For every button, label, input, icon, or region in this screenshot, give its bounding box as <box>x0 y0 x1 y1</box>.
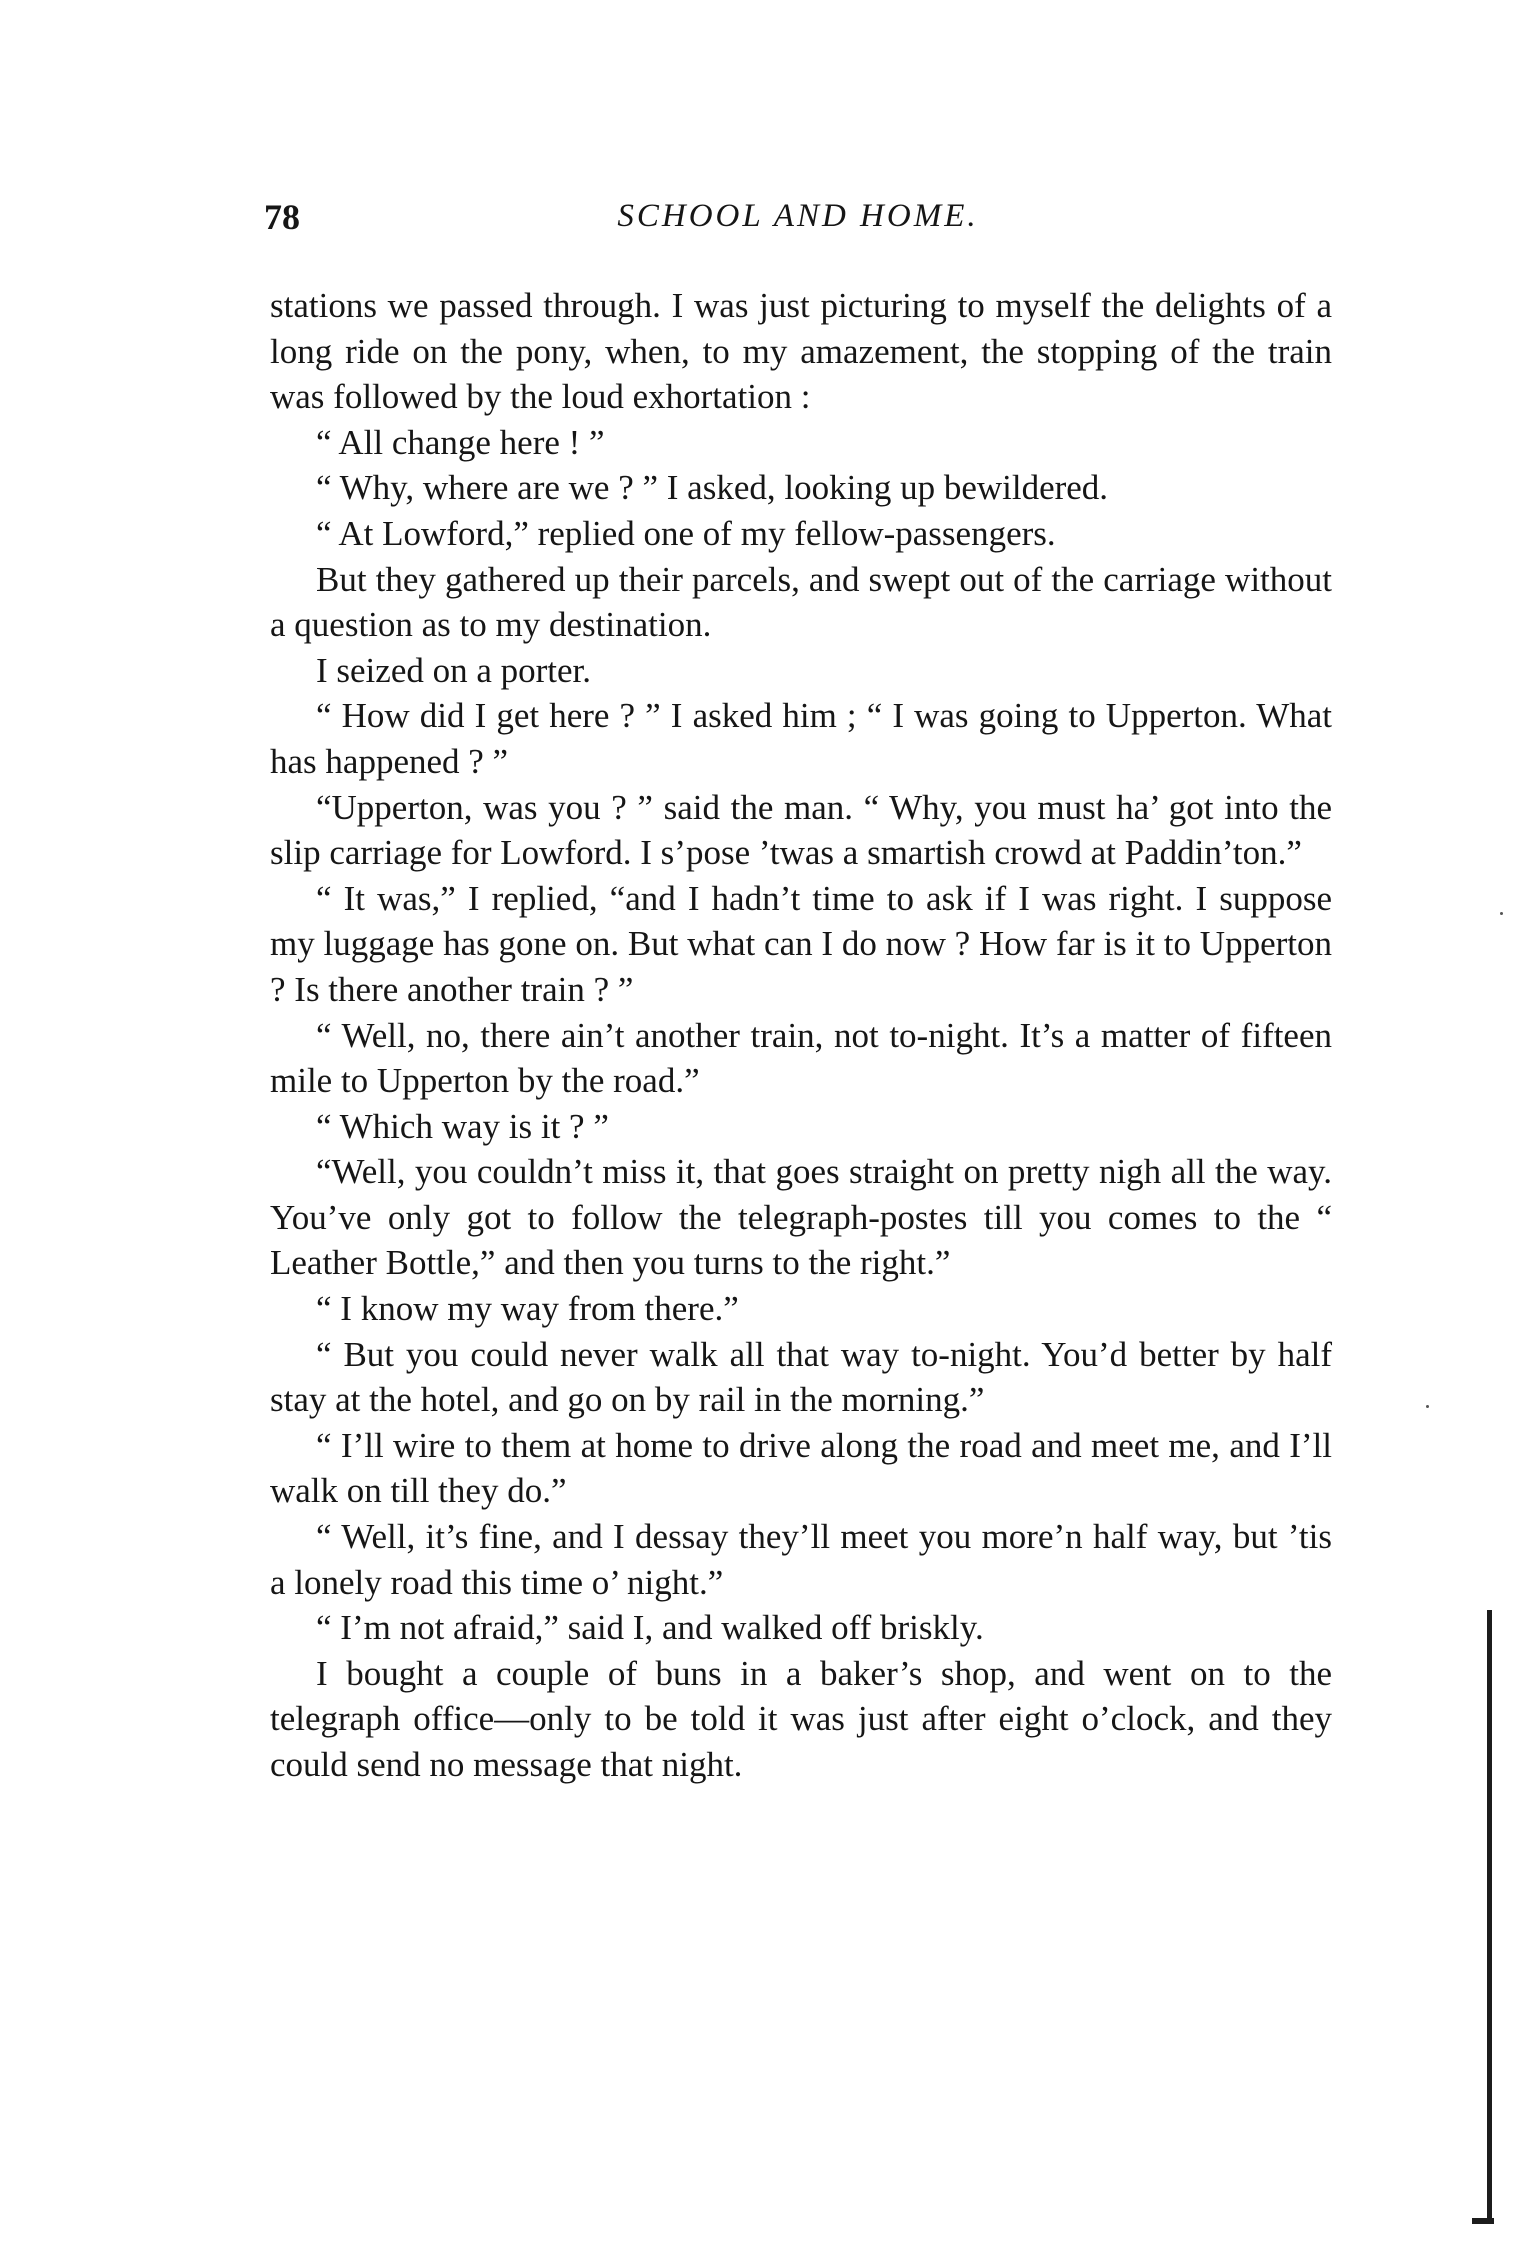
running-title: SCHOOL AND HOME. <box>617 198 979 234</box>
paragraph: “ But you could never walk all that way to-night. You’d better by half stay at the hotel, and go on by rail in the morning.” <box>270 1334 1332 1420</box>
page-edge-foot <box>1472 2218 1494 2224</box>
paragraph: “ I’ll wire to them at home to drive along the road and meet me, and I’ll walk on till they do.” <box>270 1425 1332 1511</box>
scan-speck <box>1500 912 1503 915</box>
body-text <box>270 283 1332 1788</box>
paragraph: “ At Lowford,” replied one of my fellow-passengers. <box>316 513 1056 553</box>
paragraph: “ I know my way from there.” <box>316 1289 739 1329</box>
page-header <box>264 196 1332 256</box>
page-number: 78 <box>264 197 300 237</box>
paragraph: I bought a couple of buns in a baker’s shop, and went on to the telegraph office—only to be told it was just after eight o’clock, and they could send no message that night. <box>270 1653 1332 1784</box>
paragraph: “ Why, where are we ? ” I asked, looking up bewildered. <box>316 468 1109 508</box>
paragraph: I seized on a porter. <box>316 650 592 690</box>
paragraph: “ Well, it’s fine, and I dessay they’ll meet you more’n half way, but ’tis a lonely road this time o’ night.” <box>270 1517 1332 1602</box>
paragraph: “Well, you couldn’t miss it, that goes straight on pretty nigh all the way. You’ve only got to follow the telegraph-postes till you comes to the “ Leather Bottle,” and then you turns to the right.” <box>270 1152 1332 1283</box>
page-edge-shadow <box>1487 1610 1492 2220</box>
paragraph: But they gathered up their parcels, and swept out of the carriage without a question as to my destination. <box>270 559 1332 645</box>
paragraph: “ Which way is it ? ” <box>316 1106 609 1146</box>
paragraph: stations we passed through. I was just picturing to myself the delights of a long ride on the pony, when, to my amazement, the stopping of the train was followed by the loud exhortation : <box>270 286 1332 417</box>
paragraph: “ I’m not afraid,” said I, and walked off briskly. <box>316 1608 984 1648</box>
paragraph: “ All change here ! ” <box>316 422 605 462</box>
paragraph: “ It was,” I replied, “and I hadn’t time to ask if I was right. I suppose my luggage has gone on. But what can I do now ? How far is it to Upperton ? Is there another train ? ” <box>270 878 1332 1009</box>
scan-speck <box>1426 1405 1429 1408</box>
paragraph: “ How did I get here ? ” I asked him ; “ I was going to Upperton. What has happened ? ” <box>270 696 1332 781</box>
paragraph: “ Well, no, there ain’t another train, not to-night. It’s a matter of fifteen mile to Upperton by the road.” <box>270 1015 1332 1101</box>
paragraph: “Upperton, was you ? ” said the man. “ Why, you must ha’ got into the slip carriage for Lowford. I s’pose ’twas a smartish crowd at Paddin’ton.” <box>270 787 1332 873</box>
